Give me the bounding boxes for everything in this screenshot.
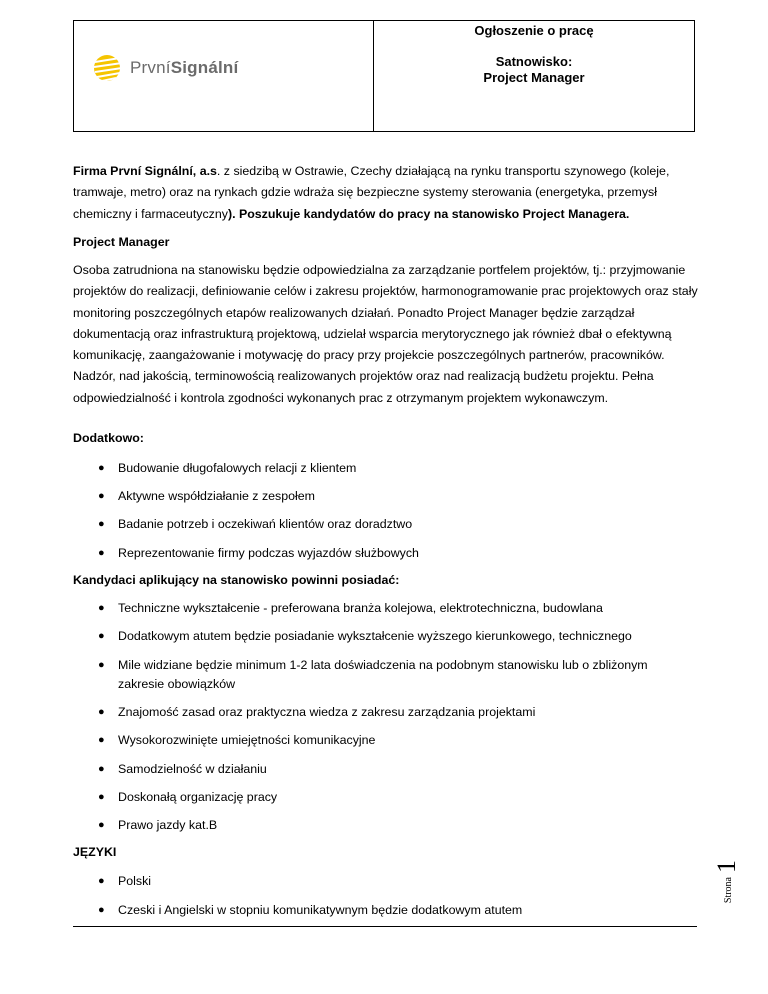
list-item: ● Czeski i Angielski w stopniu komunikatywnym będzie dodatkowym atutem: [98, 901, 688, 920]
bullet-icon: ●: [98, 462, 105, 474]
logo-signal-icon: [92, 53, 126, 83]
list-item: ● Badanie potrzeb i oczekiwań klientów oraz doradztwo: [98, 515, 688, 534]
languages-heading: JĘZYKI: [73, 845, 117, 859]
intro-text: . z siedzibą w Ostrawie, Czechy działającą na rynku transportu szynowego (koleje, tramwaje, metro) oraz na rynkach gdzie wdraża się bezpieczne systemy sterowania (energetyka, przemysł chemiczny i farmaceutyczny: [73, 164, 670, 221]
page-label: Strona: [723, 877, 734, 904]
bullet-icon: ●: [98, 490, 105, 502]
list-item: ● Polski: [98, 872, 688, 891]
position-line-2: Project Manager: [483, 70, 585, 85]
intro-call: ). Poszukuje kandydatów do pracy na stanowisko Project Managera.: [227, 206, 630, 221]
footer-divider: [73, 926, 697, 927]
list-item: ● Aktywne współdziałanie z zespołem: [98, 487, 688, 506]
logo-text: PrvníSignální: [130, 58, 239, 77]
additional-heading: Dodatkowo:: [73, 431, 144, 445]
list-item: ● Wysokorozwinięte umiejętności komunikacyjne: [98, 731, 688, 750]
header-table: [73, 20, 695, 132]
bullet-icon: ●: [98, 791, 105, 803]
logo-cell: [74, 21, 374, 131]
position-line-1: Satnowisko:: [495, 54, 573, 69]
title-cell: [374, 21, 694, 131]
role-description: Osoba zatrudniona na stanowisku będzie odpowiedzialna za zarządzanie portfelem projektów, tj.: przyjmowanie projektów do realizacji, definiowanie celów i zakresu projektów, harmonogramowanie prac projektowych oraz stały monitoring poszczególnych etapów realizowanych działań. Ponadto Project Manager będzie zarządzał dokumentacją oraz infrastrukturą projektową, udzielał wsparcia merytorycznego jak również dbał o efektywną komunikację, zaangażowanie i motywację do pracy przy projekcie poszczególnych partnerów, pracowników. Nadzór, nad jakością, terminowością realizowanych projektów oraz nad realizacją budżetu projektu. Pełna odpowiedzialność i kontrola zgodności wykonanych prac z otrzymanym projektem wykonawczym.: [73, 263, 698, 405]
bullet-icon: ●: [98, 518, 105, 530]
list-item: ● Reprezentowanie firmy podczas wyjazdów służbowych: [98, 544, 688, 563]
intro-paragraph: [73, 161, 698, 225]
bullet-icon: ●: [98, 763, 105, 775]
company-name: Firma První Signální, a.s: [73, 164, 217, 178]
company-logo: [92, 53, 238, 83]
list-item: ● Prawo jazdy kat.B: [98, 816, 688, 835]
role-heading: Project Manager: [73, 235, 170, 249]
list-item: ● Dodatkowym atutem będzie posiadanie wykształcenie wyższego kierunkowego, technicznego: [98, 627, 688, 646]
bullet-icon: ●: [98, 734, 105, 746]
bullet-icon: ●: [98, 630, 105, 642]
list-item: ● Techniczne wykształcenie - preferowana branża kolejowa, elektrotechniczna, budowlana: [98, 599, 688, 618]
list-item: ● Samodzielność w działaniu: [98, 760, 688, 779]
bullet-icon: ●: [98, 706, 105, 718]
bullet-icon: ●: [98, 602, 105, 614]
bullet-icon: ●: [98, 659, 105, 671]
bullet-icon: ●: [98, 547, 105, 559]
list-item: ● Budowanie długofalowych relacji z klientem: [98, 459, 688, 478]
requirements-heading: Kandydaci aplikujący na stanowisko powinni posiadać:: [73, 573, 400, 587]
job-ad-label: Ogłoszenie o pracę: [474, 23, 594, 38]
bullet-icon: ●: [98, 875, 105, 887]
list-item: ● Doskonałą organizację pracy: [98, 788, 688, 807]
bullet-icon: ●: [98, 904, 105, 916]
list-item: ● Znajomość zasad oraz praktyczna wiedza z zakresu zarządzania projektami: [98, 703, 688, 722]
page-number: [700, 860, 740, 930]
list-item: ● Mile widziane będzie minimum 1-2 lata doświadczenia na podobnym stanowisku lub o zbliżonym zakresie obowiązków: [98, 658, 648, 691]
bullet-icon: ●: [98, 819, 105, 831]
page-number-value: 1: [712, 860, 741, 873]
position-title: [374, 54, 694, 86]
